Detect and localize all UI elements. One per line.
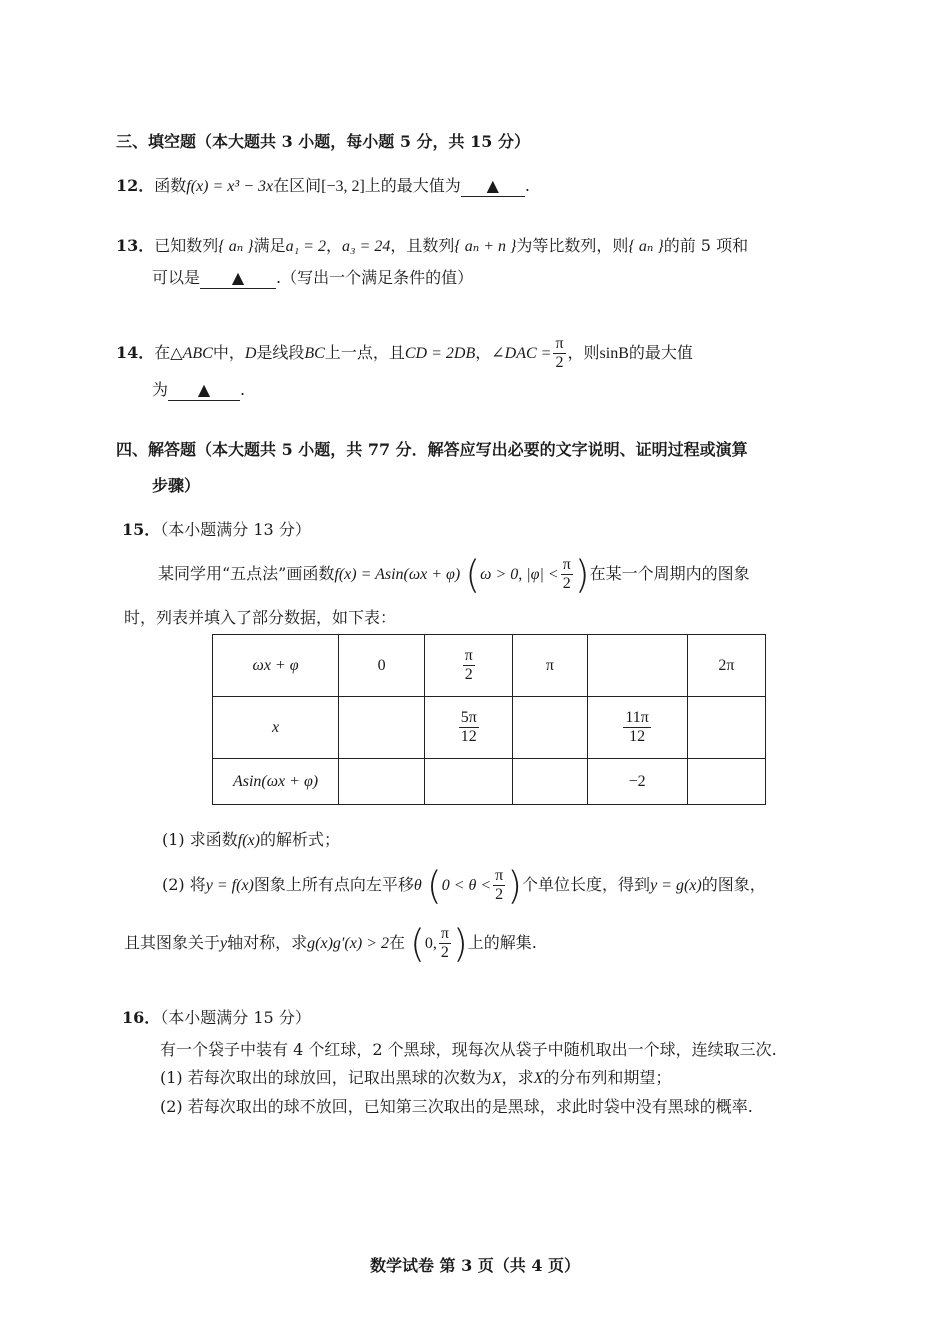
text: 某同学用“五点法”画函数	[158, 564, 335, 583]
question-16-part-2	[160, 1095, 753, 1119]
question-14-line-2	[152, 378, 245, 402]
angle-expr: ∠DAC =	[491, 345, 552, 362]
page-footer: 数学试卷 第 3 页（共 4 页）	[369, 1256, 581, 1275]
question-15-part-2-cont	[124, 920, 537, 967]
text: 在区间	[273, 176, 322, 195]
answer-blank: ▲	[168, 380, 240, 401]
section-4-heading: 四、解答题（本大题共 5 小题，共 77 分．解答应写出必要的文字说明、证明过程或演算	[116, 440, 748, 459]
denominator: 12	[460, 728, 477, 745]
table-cell	[587, 697, 687, 759]
question-16-stem: 有一个袋子中装有 4 个红球，2 个黑球，现每次从袋子中随机取出一个球，连续取三次.	[160, 1040, 777, 1059]
question-number: 15．	[122, 520, 161, 539]
question-15-part-1	[162, 828, 340, 853]
text: 将	[189, 875, 206, 894]
denominator: 12	[629, 728, 646, 745]
numerator: π	[562, 556, 571, 573]
question-15-stem-2: 时，列表并填入了部分数据，如下表：	[124, 608, 397, 627]
question-14	[116, 333, 693, 374]
text: ，	[475, 343, 492, 362]
text: .（写出一个满足条件的值）	[276, 268, 474, 287]
text: 在某一个周期内的图象	[589, 564, 750, 583]
condition-expr: CD = 2DB	[404, 345, 476, 362]
numerator: 5π	[460, 709, 477, 726]
text: 为等比数列，则	[516, 236, 629, 255]
text: 满足	[253, 236, 286, 255]
table-cell	[425, 635, 513, 697]
text: 求函数	[189, 830, 238, 849]
left-paren: (	[465, 552, 481, 597]
fraction-pi-over-2	[439, 925, 451, 962]
table-cell	[339, 759, 425, 805]
table-cell: 2π	[687, 635, 765, 697]
denominator: 2	[555, 354, 564, 371]
question-15-header	[122, 518, 311, 542]
table-row	[213, 697, 766, 759]
text: 上的最大值为	[364, 176, 461, 195]
text: 图象上所有点向左平移	[253, 875, 414, 894]
text: 在△	[154, 343, 183, 362]
left-paren: (	[426, 863, 442, 908]
numerator: π	[440, 925, 449, 942]
fraction-pi-over-2	[561, 556, 573, 593]
text: ，求	[501, 1068, 534, 1087]
numerator: π	[464, 647, 473, 664]
text: 的解析式；	[259, 830, 340, 849]
numerator: 11π	[625, 709, 649, 726]
text: 函数	[154, 176, 187, 195]
question-16-part-1	[160, 1066, 671, 1091]
text: 是线段	[256, 343, 305, 362]
function-expr: f(x) = x³ − 3x	[186, 178, 274, 195]
question-number: 14．	[116, 343, 155, 362]
text: 已知数列	[154, 236, 219, 255]
table-cell: 0	[339, 635, 425, 697]
fraction-pi-over-2	[493, 867, 505, 904]
text: .	[240, 380, 246, 399]
question-15-part-2	[162, 862, 766, 909]
y-axis-label: y	[220, 935, 228, 952]
row-label: ωx + φ	[213, 635, 339, 697]
answer-blank: ▲	[461, 176, 525, 197]
five-point-table	[212, 634, 766, 805]
text: 且其图象关于	[124, 933, 221, 952]
fraction-pi-over-2	[553, 335, 565, 372]
text: 在	[388, 933, 405, 952]
text: 上一点，且	[324, 343, 405, 362]
sequence-expr-2: { aₙ + n }	[454, 238, 517, 255]
section-4-heading-2: 步骤）	[152, 476, 201, 495]
triangle-label: ABC	[182, 345, 213, 362]
question-16-header	[122, 1006, 311, 1030]
table-cell: π	[513, 635, 587, 697]
a3-expr: a₃ = 24	[341, 238, 391, 255]
numerator: π	[555, 335, 564, 352]
function-expr-g: y = g(x)	[650, 877, 702, 894]
denominator: 2	[562, 575, 571, 592]
text: 可以是	[152, 268, 201, 287]
fraction-5pi-over-12	[459, 709, 479, 746]
condition-expr: 0 < θ <	[441, 877, 492, 894]
text: .	[524, 176, 530, 195]
text: 上的解集.	[467, 933, 537, 952]
denominator: 2	[495, 886, 504, 903]
text: 的图象，	[701, 875, 766, 894]
text: 轴对称，求	[227, 933, 308, 952]
right-paren: )	[574, 552, 590, 597]
row-label: x	[213, 697, 339, 759]
question-number: 13．	[116, 236, 155, 255]
row-label: Asin(ωx + φ)	[213, 759, 339, 805]
function-expr: f(x) = Asin(ωx + φ)	[334, 566, 461, 583]
denominator: 2	[464, 666, 473, 683]
fraction-pi-over-2	[463, 647, 475, 684]
question-number: 12．	[116, 176, 155, 195]
part-number: (1)	[160, 1068, 183, 1087]
denominator: 2	[440, 944, 449, 961]
question-13	[116, 234, 748, 259]
right-paren: )	[452, 921, 468, 966]
numerator: π	[495, 867, 504, 884]
section-3-heading: 三、填空题（本大题共 3 小题，每小题 5 分，共 15 分）	[116, 132, 530, 151]
question-number: 16．	[122, 1008, 161, 1027]
table-cell	[687, 759, 765, 805]
random-variable-x: X	[533, 1070, 544, 1087]
table-cell	[513, 697, 587, 759]
score-note: （本小题满分 13 分）	[160, 520, 311, 539]
table-cell	[513, 759, 587, 805]
question-12	[116, 174, 530, 199]
sequence-expr-3: { aₙ }	[628, 238, 664, 255]
table-cell: −2	[587, 759, 687, 805]
interval-start: 0,	[424, 935, 437, 952]
text: 若每次取出的球不放回，已知第三次取出的是黑球，求此时袋中没有黑球的概率.	[187, 1097, 753, 1116]
text: ，且数列	[390, 236, 455, 255]
part-number: (2)	[160, 1097, 183, 1116]
text: 的分布列和期望；	[543, 1068, 672, 1087]
table-row	[213, 635, 766, 697]
left-paren: (	[410, 921, 425, 966]
text: ，则	[567, 343, 600, 362]
sin-b: sinB	[599, 345, 629, 362]
table-cell	[425, 759, 513, 805]
question-15-stem	[158, 552, 750, 597]
theta: θ	[413, 877, 422, 894]
text: 中，	[212, 343, 245, 362]
point-d: D	[244, 345, 257, 362]
score-note: （本小题满分 15 分）	[160, 1008, 311, 1027]
function-expr: f(x)	[237, 832, 260, 849]
question-13-line-2	[152, 266, 473, 290]
segment-bc: BC	[304, 345, 325, 362]
text: 个单位长度，得到	[522, 875, 651, 894]
random-variable-x: X	[491, 1070, 502, 1087]
part-number: (1)	[162, 830, 185, 849]
text: ，	[325, 236, 342, 255]
table-cell	[339, 697, 425, 759]
condition-expr: ω > 0, |φ| <	[480, 566, 559, 583]
text: 若每次取出的球放回，记取出黑球的次数为	[187, 1068, 492, 1087]
part-number: (2)	[162, 875, 185, 894]
a1-expr: a₁ = 2	[285, 238, 326, 255]
text: 为	[152, 380, 169, 399]
table-cell	[425, 697, 513, 759]
table-cell	[687, 697, 765, 759]
right-paren: )	[507, 863, 523, 908]
text: 的最大值	[628, 343, 693, 362]
function-expr: y = f(x)	[205, 877, 254, 894]
answer-blank: ▲	[200, 268, 276, 289]
interval-expr: [−3, 2]	[321, 178, 365, 195]
fraction-11pi-over-12	[623, 709, 650, 746]
table-row	[213, 759, 766, 805]
text: 的前 5 项和	[663, 236, 749, 255]
sequence-expr: { aₙ }	[218, 238, 254, 255]
table-cell	[587, 635, 687, 697]
inequality-expr: g(x)g′(x) > 2	[307, 935, 389, 952]
